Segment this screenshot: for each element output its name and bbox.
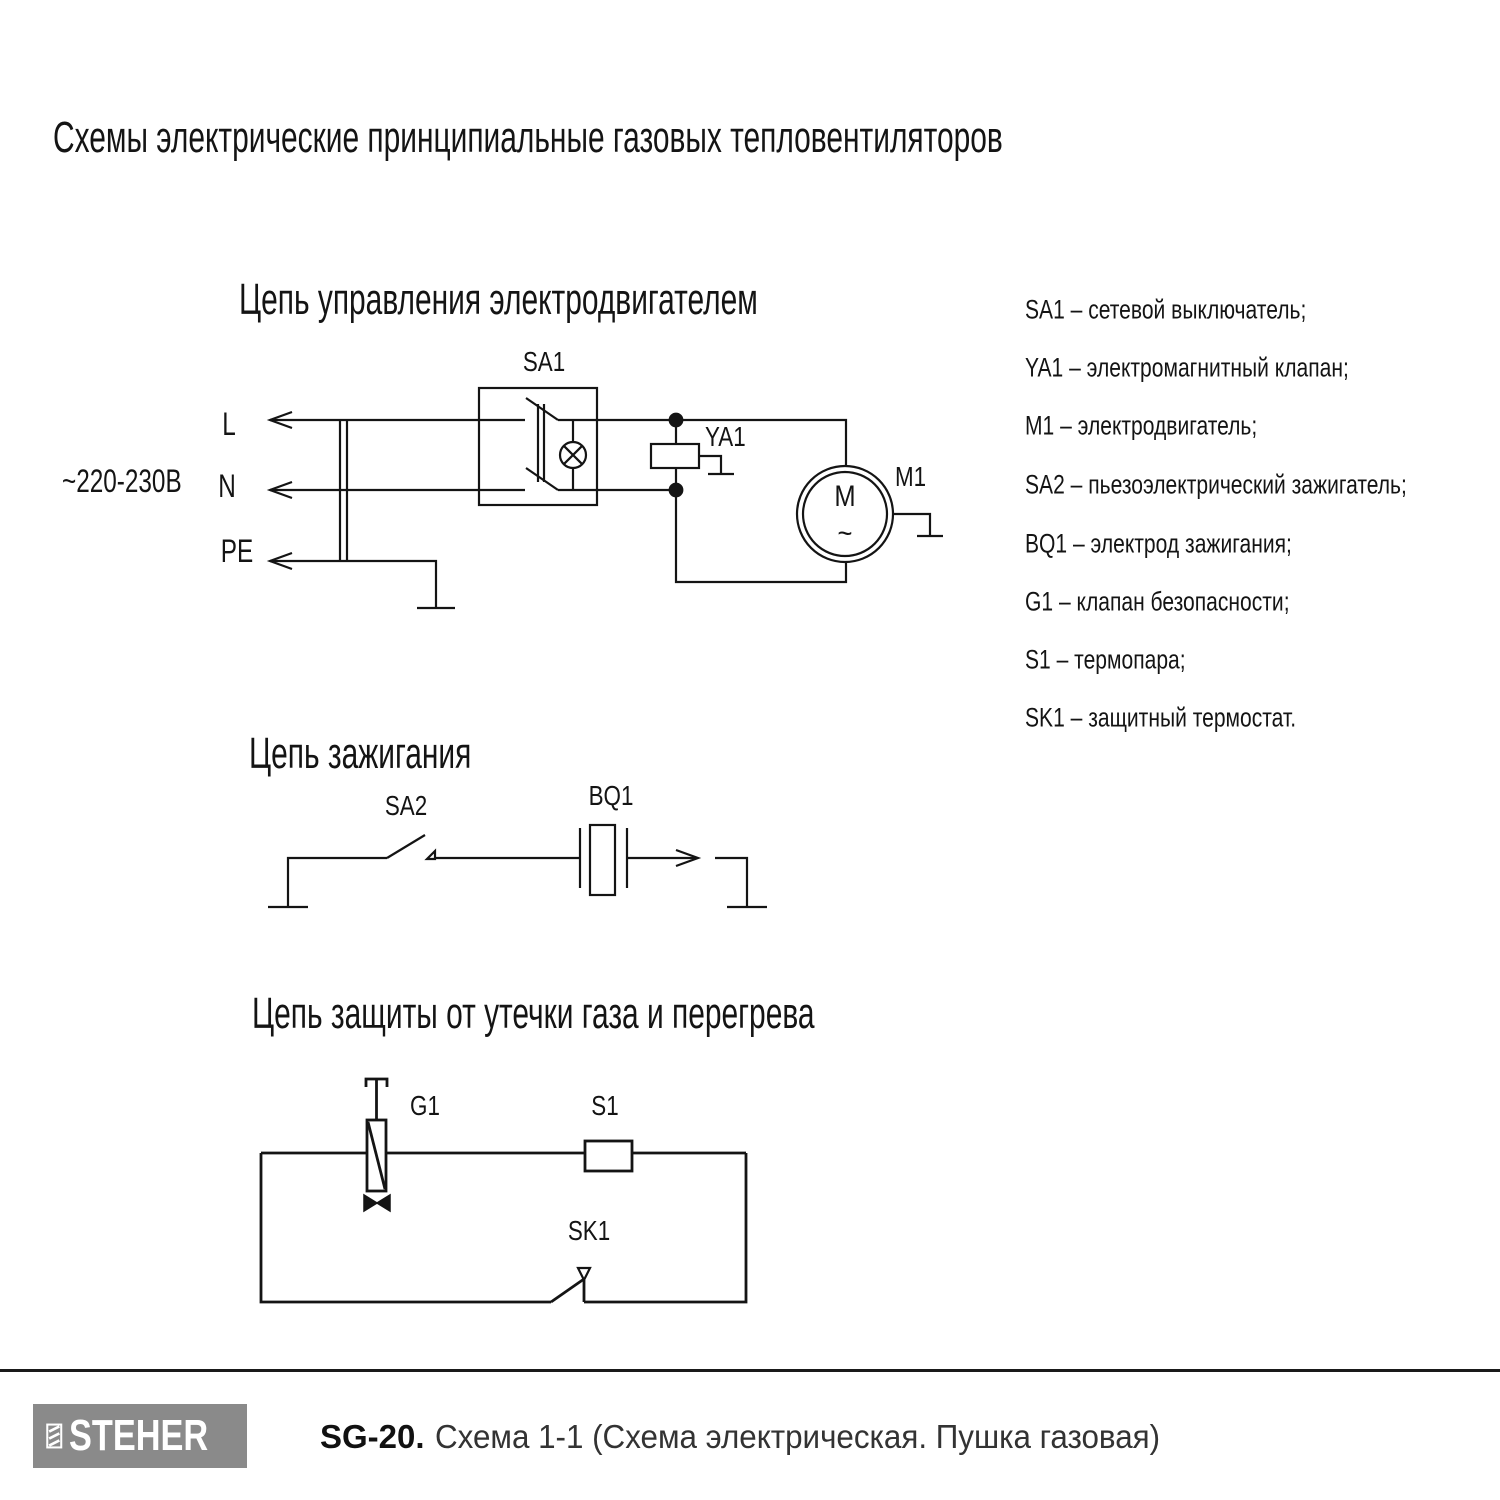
legend-item-ya1: YA1 – электромагнитный клапан;	[1025, 352, 1349, 383]
m1-label: M1	[895, 461, 927, 492]
footer-divider	[0, 1369, 1500, 1372]
lamp-cross	[564, 446, 582, 464]
section-title-control: Цепь управления электродвигателем	[239, 275, 758, 324]
ignition-circuit-drawing	[268, 825, 767, 907]
brand-name: STEHER	[68, 1411, 208, 1460]
footer-caption: Схема 1-1 (Схема электрическая. Пушка газовая)	[434, 1418, 1160, 1455]
sa1-label: SA1	[522, 346, 566, 377]
footer-model: SG-20.	[320, 1418, 425, 1455]
legend-item-sk1: SK1 – защитный термостат.	[1025, 702, 1297, 733]
sa1-link	[538, 404, 544, 482]
sk1-contact-icon	[578, 1268, 590, 1280]
brand-logo	[33, 1404, 247, 1468]
motor-current-sign: ~	[837, 517, 853, 550]
legend-item-sa1: SA1 – сетевой выключатель;	[1025, 294, 1307, 325]
ya1-valve-box	[651, 444, 699, 468]
motor-letter: M	[834, 480, 856, 513]
sa2-blade	[387, 835, 425, 858]
terminal-label-pe: PE	[220, 533, 254, 569]
page-title: Схемы электрические принципиальные газовых тепловентиляторов	[53, 113, 1003, 162]
sa1-blade-bottom	[526, 468, 558, 490]
motor-ground-lead	[893, 514, 930, 535]
s1-label: S1	[591, 1090, 619, 1121]
g1-label: G1	[410, 1090, 440, 1121]
bq1-crystal-box	[590, 825, 615, 895]
sk1-label: SK1	[567, 1215, 611, 1246]
legend-item-sa2: SA2 – пьезоэлектрический зажигатель;	[1025, 469, 1407, 500]
g1-valve-diagonal	[368, 1122, 385, 1189]
legend-item-g1: G1 – клапан безопасности;	[1025, 586, 1290, 617]
ign-right-terminal	[715, 858, 747, 906]
g1-bowtie-icon	[364, 1195, 390, 1211]
brand-logo-icon	[46, 1416, 63, 1456]
wire-l-out	[558, 420, 846, 466]
legend-item-m1: M1 – электродвигатель;	[1025, 410, 1258, 441]
section-title-protection: Цепь защиты от утечки газа и перегрева	[252, 989, 815, 1038]
sa2-label: SA2	[384, 790, 428, 821]
terminal-label-n: N	[218, 468, 236, 504]
g1-handle-icon	[366, 1079, 387, 1120]
sk1-blade	[551, 1279, 584, 1302]
bq1-label: BQ1	[588, 780, 634, 811]
legend-item-bq1: BQ1 – электрод зажигания;	[1025, 528, 1292, 559]
wire-n-down	[676, 490, 846, 582]
section-title-ignition: Цепь зажигания	[249, 729, 472, 778]
protection-circuit-drawing	[261, 1079, 746, 1302]
footer-caption-line	[320, 1418, 1198, 1456]
s1-thermocouple-box	[585, 1141, 632, 1171]
sa2-contact-icon	[427, 851, 435, 859]
terminal-label-l: L	[222, 406, 236, 442]
ign-left-terminal	[288, 858, 387, 906]
bq1-plates	[580, 828, 627, 888]
ya1-label: YA1	[705, 421, 746, 452]
voltage-label: ~220-230В	[62, 463, 182, 499]
ya1-ground-lead	[699, 456, 721, 473]
sa1-blade-top	[526, 398, 558, 420]
loop-left-wire	[261, 1153, 551, 1302]
wire-pe	[270, 561, 436, 607]
legend-item-s1: S1 – термопара;	[1025, 644, 1186, 675]
